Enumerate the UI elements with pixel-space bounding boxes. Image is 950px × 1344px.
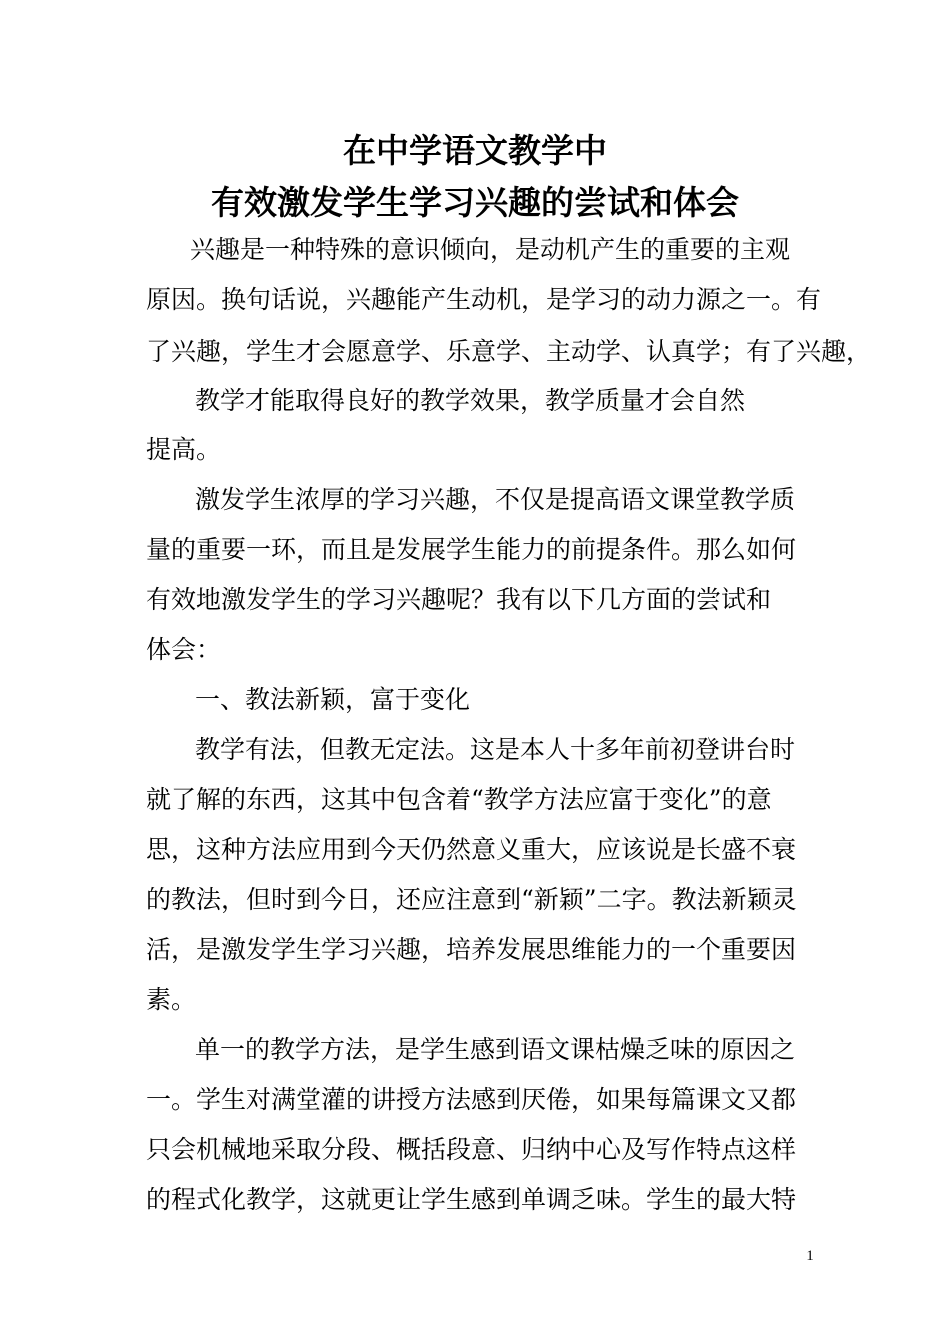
text-line: 了兴趣，学生才会愿意学、乐意学、主动学、认真学；有了兴趣， [146, 337, 872, 366]
text-line: 一。学生对满堂灌的讲授方法感到厌倦，如果每篇课文又都 [146, 1085, 797, 1114]
text-line: 兴趣是一种特殊的意识倾向，是动机产生的重要的主观 [190, 235, 791, 264]
text-line: 单一的教学方法，是学生感到语文课枯燥乏味的原因之 [195, 1035, 796, 1064]
text-line: 体会： [146, 635, 222, 664]
document-title-line-2: 有效激发学生学习兴趣的尝试和体会 [211, 183, 739, 222]
section-heading: 一、教法新颖，富于变化 [195, 685, 471, 714]
text-line: 教学有法，但教无定法。这是本人十多年前初登讲台时 [195, 735, 796, 764]
text-line: 素。 [146, 985, 197, 1014]
text-line: 提高。 [146, 435, 222, 464]
text-line: 的教法，但时到今日，还应注意到“新颖”二字。教法新颖灵 [146, 885, 797, 914]
text-line: 的程式化教学，这就更让学生感到单调乏味。学生的最大特 [146, 1185, 797, 1214]
text-line: 量的重要一环，而且是发展学生能力的前提条件。那么如何 [146, 535, 797, 564]
text-line: 原因。换句话说，兴趣能产生动机，是学习的动力源之一。有 [146, 285, 822, 314]
page-number: 1 [806, 1248, 814, 1264]
text-line: 有效地激发学生的学习兴趣呢？我有以下几方面的尝试和 [146, 585, 772, 614]
text-line: 就了解的东西，这其中包含着“教学方法应富于变化”的意 [146, 785, 772, 814]
text-line: 思，这种方法应用到今天仍然意义重大，应该说是长盛不衰 [146, 835, 797, 864]
text-line: 教学才能取得良好的教学效果，教学质量才会自然 [195, 386, 746, 415]
text-line: 活，是激发学生学习兴趣，培养发展思维能力的一个重要因 [146, 935, 797, 964]
text-line: 只会机械地采取分段、概括段意、归纳中心及写作特点这样 [146, 1135, 797, 1164]
document-title-line-1: 在中学语文教学中 [343, 131, 607, 170]
text-line: 激发学生浓厚的学习兴趣，不仅是提高语文课堂教学质 [195, 485, 796, 514]
